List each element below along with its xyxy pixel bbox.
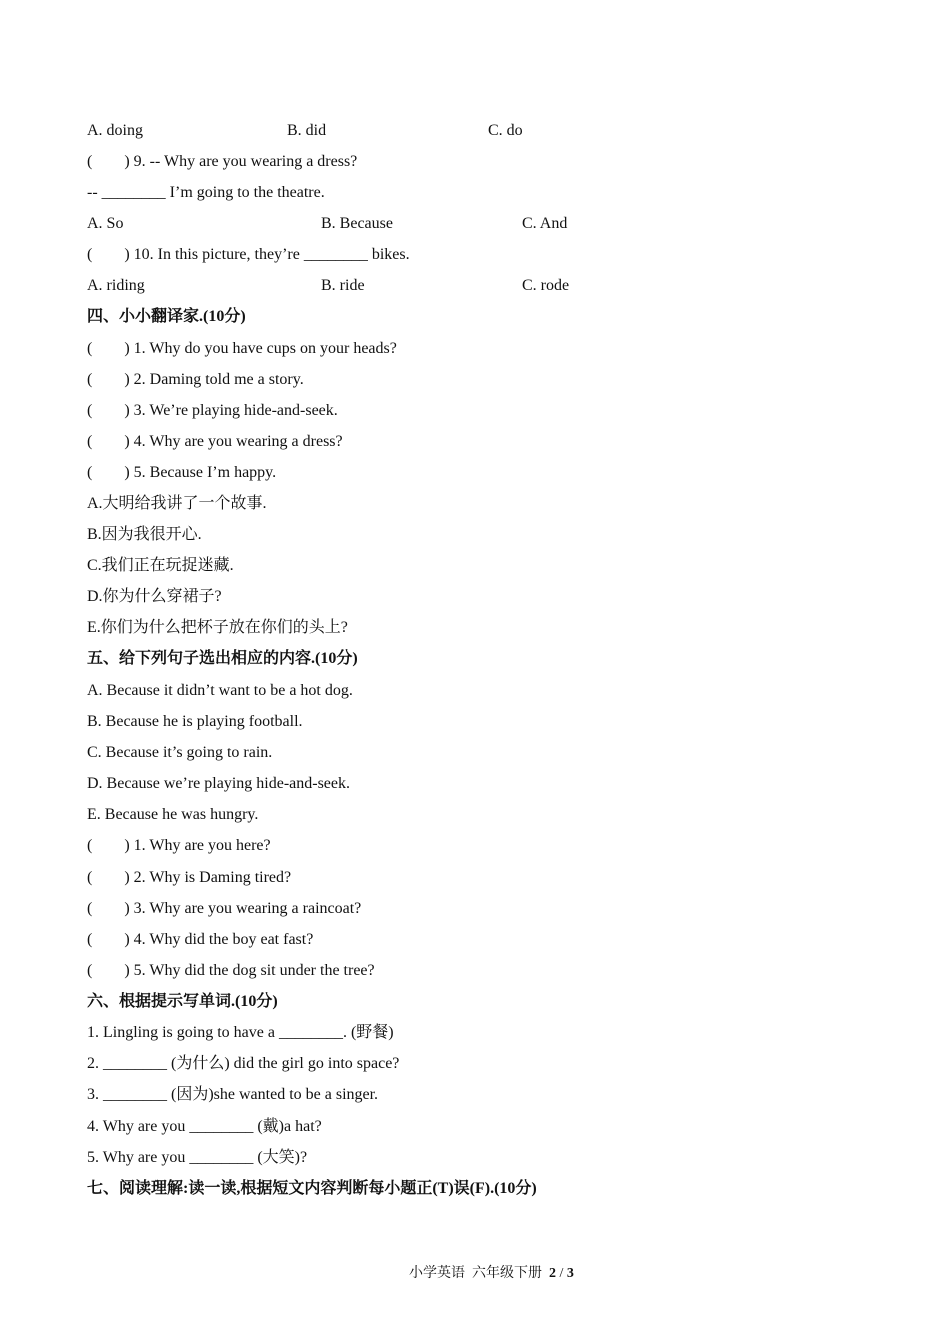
section5-item: ( ) 3. Why are you wearing a raincoat? [87,900,362,917]
section4-item: ( ) 1. Why do you have cups on your heads? [87,340,397,357]
q8-option-a: A. doing [87,122,143,139]
q8-option-b: B. did [287,122,327,139]
q8-options [87,120,523,142]
section5-item: ( ) 2. Why is Daming tired? [87,869,292,886]
section5-choice: E. Because he was hungry. [87,806,259,823]
q9-answer: -- ________ I’m going to the theatre. [87,184,325,201]
section6-item: 5. Why are you ________ (大笑)? [87,1149,308,1166]
q10-question: ( ) 10. In this picture, they’re ________ bikes. [87,246,410,263]
section4-choice: A.大明给我讲了一个故事. [87,495,267,512]
section6-item: 2. ________ (为什么) did the girl go into space? [87,1055,400,1072]
footer-page-number: 2 [549,1266,556,1281]
section4-item: ( ) 2. Daming told me a story. [87,371,304,388]
q9-option-c: C. And [522,215,568,232]
q8-option-c: C. do [488,122,523,139]
section4-choice: C.我们正在玩捉迷藏. [87,557,234,574]
section4-choice: D.你为什么穿裙子? [87,588,222,605]
section6-item: 4. Why are you ________ (戴)a hat? [87,1118,322,1135]
section4-item: ( ) 4. Why are you wearing a dress? [87,433,343,450]
section5-item: ( ) 5. Why did the dog sit under the tree? [87,962,375,979]
section5-choice: A. Because it didn’t want to be a hot dog. [87,682,353,699]
q9-option-a: A. So [87,215,124,232]
section6-item: 3. ________ (因为)she wanted to be a singer. [87,1086,379,1103]
page-footer [0,1224,950,1284]
section4-choice: E.你们为什么把杯子放在你们的头上? [87,619,348,636]
q10-option-a: A. riding [87,277,145,294]
section6-title: 六、根据提示写单词.(10分) [87,993,278,1010]
section5-title: 五、给下列句子选出相应的内容.(10分) [87,650,358,667]
section4-title: 四、小小翻译家.(10分) [87,308,246,325]
section5-item: ( ) 1. Why are you here? [87,837,271,854]
q10-option-b: B. ride [321,277,365,294]
footer-separator: / [556,1266,567,1281]
section5-choice: C. Because it’s going to rain. [87,744,273,761]
section5-choice: D. Because we’re playing hide-and-seek. [87,775,350,792]
section5-item: ( ) 4. Why did the boy eat fast? [87,931,314,948]
section4-choice: B.因为我很开心. [87,526,202,543]
q10-option-c: C. rode [522,277,570,294]
section7-title: 七、阅读理解:读一读,根据短文内容判断每小题正(T)误(F).(10分) [87,1180,537,1197]
section4-item: ( ) 5. Because I’m happy. [87,464,277,481]
q9-question: ( ) 9. -- Why are you wearing a dress? [87,153,358,170]
q9-option-b: B. Because [321,215,393,232]
section6-item: 1. Lingling is going to have a ________. (野餐) [87,1024,394,1041]
section4-item: ( ) 3. We’re playing hide-and-seek. [87,402,338,419]
footer-subject: 小学英语 六年级下册 [409,1266,549,1281]
section5-choice: B. Because he is playing football. [87,713,303,730]
q9-options [87,213,568,235]
footer-page-total: 3 [566,1266,574,1281]
q10-options [87,275,570,297]
